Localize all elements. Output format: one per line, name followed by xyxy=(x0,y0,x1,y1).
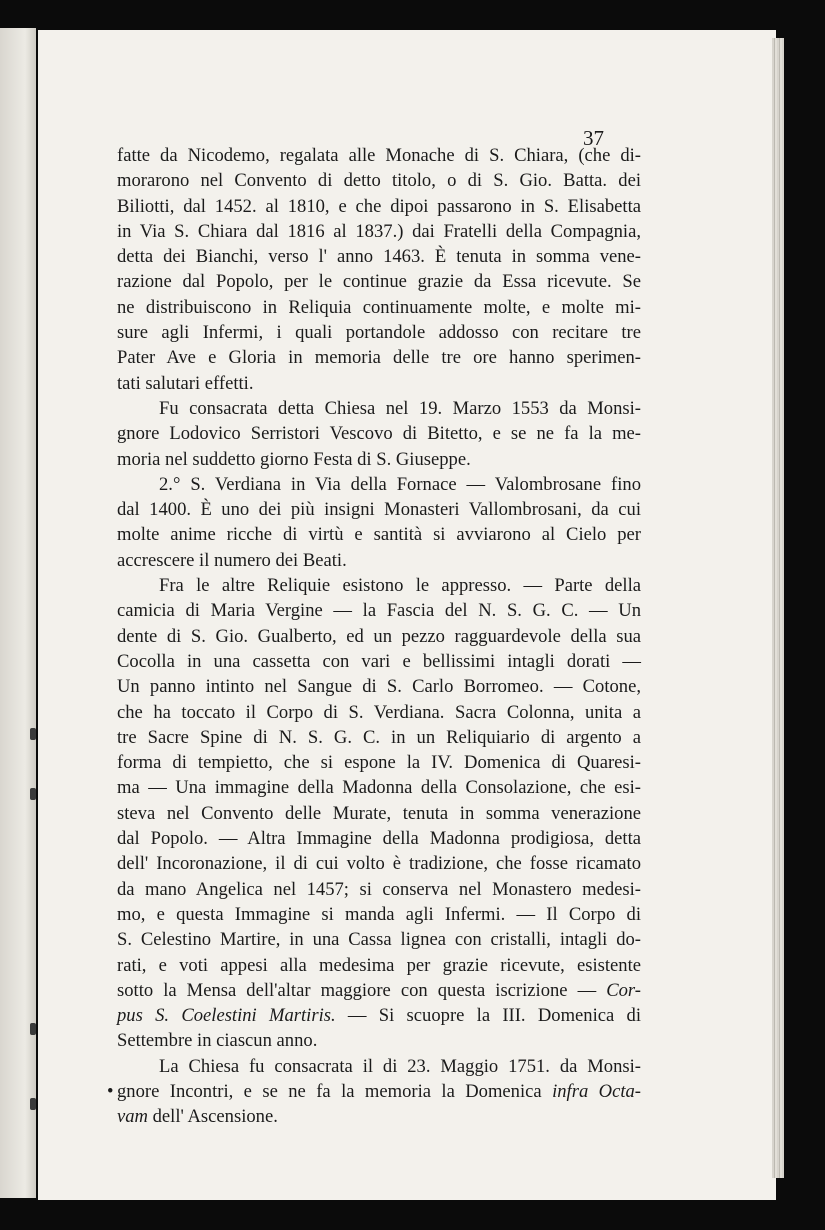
text-line: camicia di Maria Vergine — la Fascia del N. S. G. C. — Un xyxy=(117,600,641,622)
text-line: da mano Angelica nel 1457; si conserva nel Monastero medesi- xyxy=(117,878,641,900)
binding-mark xyxy=(30,1098,36,1110)
text-line: forma di tempietto, che si espone la IV. Domenica di Quaresi- xyxy=(117,752,641,774)
text-line: in Via S. Chiara dal 1816 al 1837.) dai Fratelli della Compagnia, xyxy=(117,220,641,242)
binding-mark xyxy=(30,728,36,740)
text-line: fatte da Nicodemo, regalata alle Monache di S. Chiara, (che di- xyxy=(117,145,641,166)
page-stack-edge xyxy=(772,38,784,1178)
page-number: 37 xyxy=(583,126,604,150)
binding-mark xyxy=(30,788,36,800)
text-line: Cocolla in una cassetta con vari e bellissimi intagli dorati — xyxy=(117,650,641,672)
text-line: gnore Lodovico Serristori Vescovo di Bitetto, e se ne fa la me- xyxy=(117,423,641,445)
text-line: ma — Una immagine della Madonna della Consolazione, che esi- xyxy=(117,777,641,799)
text-line: Fu consacrata detta Chiesa nel 19. Marzo 1553 da Monsi- xyxy=(159,397,641,419)
text-line: morarono nel Convento di detto titolo, o di S. Gio. Batta. dei xyxy=(117,170,641,192)
text-line: che ha toccato il Corpo di S. Verdiana. Sacra Colonna, unita a xyxy=(117,701,641,723)
text-line: mo, e questa Immagine si manda agli Infermi. — Il Corpo di xyxy=(117,903,641,925)
text-line: pus S. Coelestini Martiris. — Si scuopre la III. Domenica di xyxy=(117,1005,641,1027)
text-line: Un panno intinto nel Sangue di S. Carlo Borromeo. — Cotone, xyxy=(117,676,641,698)
text-line: rati, e voti appesi alla medesima per grazie ricevute, esistente xyxy=(117,954,641,976)
text-line: dente di S. Gio. Gualberto, ed un pezzo ragguardevole della sua xyxy=(117,625,641,647)
text-line: La Chiesa fu consacrata il di 23. Maggio 1751. da Monsi- xyxy=(159,1055,641,1077)
text-line: tre Sacre Spine di N. S. G. C. in un Reliquiario di argento a xyxy=(117,726,641,748)
text-line: ne distribuiscono in Reliquia continuamente molte, e molte mi- xyxy=(117,296,641,318)
text-line: dal 1400. È uno dei più insigni Monasteri Vallombrosani, da cui xyxy=(117,499,641,521)
text-line: sotto la Mensa dell'altar maggiore con questa iscrizione — Cor- xyxy=(117,979,641,1001)
text-line: dal Popolo. — Altra Immagine della Madonna prodigiosa, detta xyxy=(117,828,641,850)
text-line: Pater Ave e Gloria in memoria delle tre ore hanno sperimen- xyxy=(117,347,641,369)
text-line: sure agli Infermi, i quali portandole addosso con recitare tre xyxy=(117,322,641,344)
text-line: • gnore Incontri, e se ne fa la memoria la Domenica infra Octa- xyxy=(117,1079,641,1104)
body-text xyxy=(107,143,641,1130)
text-line: moria nel suddetto giorno Festa di S. Giuseppe. xyxy=(117,448,471,470)
text-line: S. Celestino Martire, in una Cassa lignea con cristalli, intagli do- xyxy=(117,929,641,951)
text-line: 2.° S. Verdiana in Via della Fornace — Valombrosane fino xyxy=(159,473,641,495)
text-line: accrescere il numero dei Beati. xyxy=(117,549,347,571)
text-line: steva nel Convento delle Murate, tenuta in somma venerazione xyxy=(117,802,641,824)
text-line: vam dell' Ascensione. xyxy=(117,1106,278,1128)
text-line: dell' Incoronazione, il di cui volto è tradizione, che fosse ricamato xyxy=(117,853,641,875)
text-line: Settembre in ciascun anno. xyxy=(117,1030,318,1052)
adjacent-page-edge xyxy=(0,28,36,1198)
margin-dot: • xyxy=(107,1080,114,1102)
text-line: tati salutari effetti. xyxy=(117,372,254,394)
text-line: Fra le altre Reliquie esistono le appresso. — Parte della xyxy=(159,575,641,597)
text-line: detta dei Bianchi, verso l' anno 1463. È tenuta in somma vene- xyxy=(117,246,641,268)
text-line: Biliotti, dal 1452. al 1810, e che dipoi passarono in S. Elisabetta xyxy=(117,195,641,217)
text-line: razione dal Popolo, per le continue grazie da Essa ricevute. Se xyxy=(117,271,641,293)
binding-mark xyxy=(30,1023,36,1035)
text-line: molte anime ricche di virtù e santità si avviarono al Cielo per xyxy=(117,524,641,546)
